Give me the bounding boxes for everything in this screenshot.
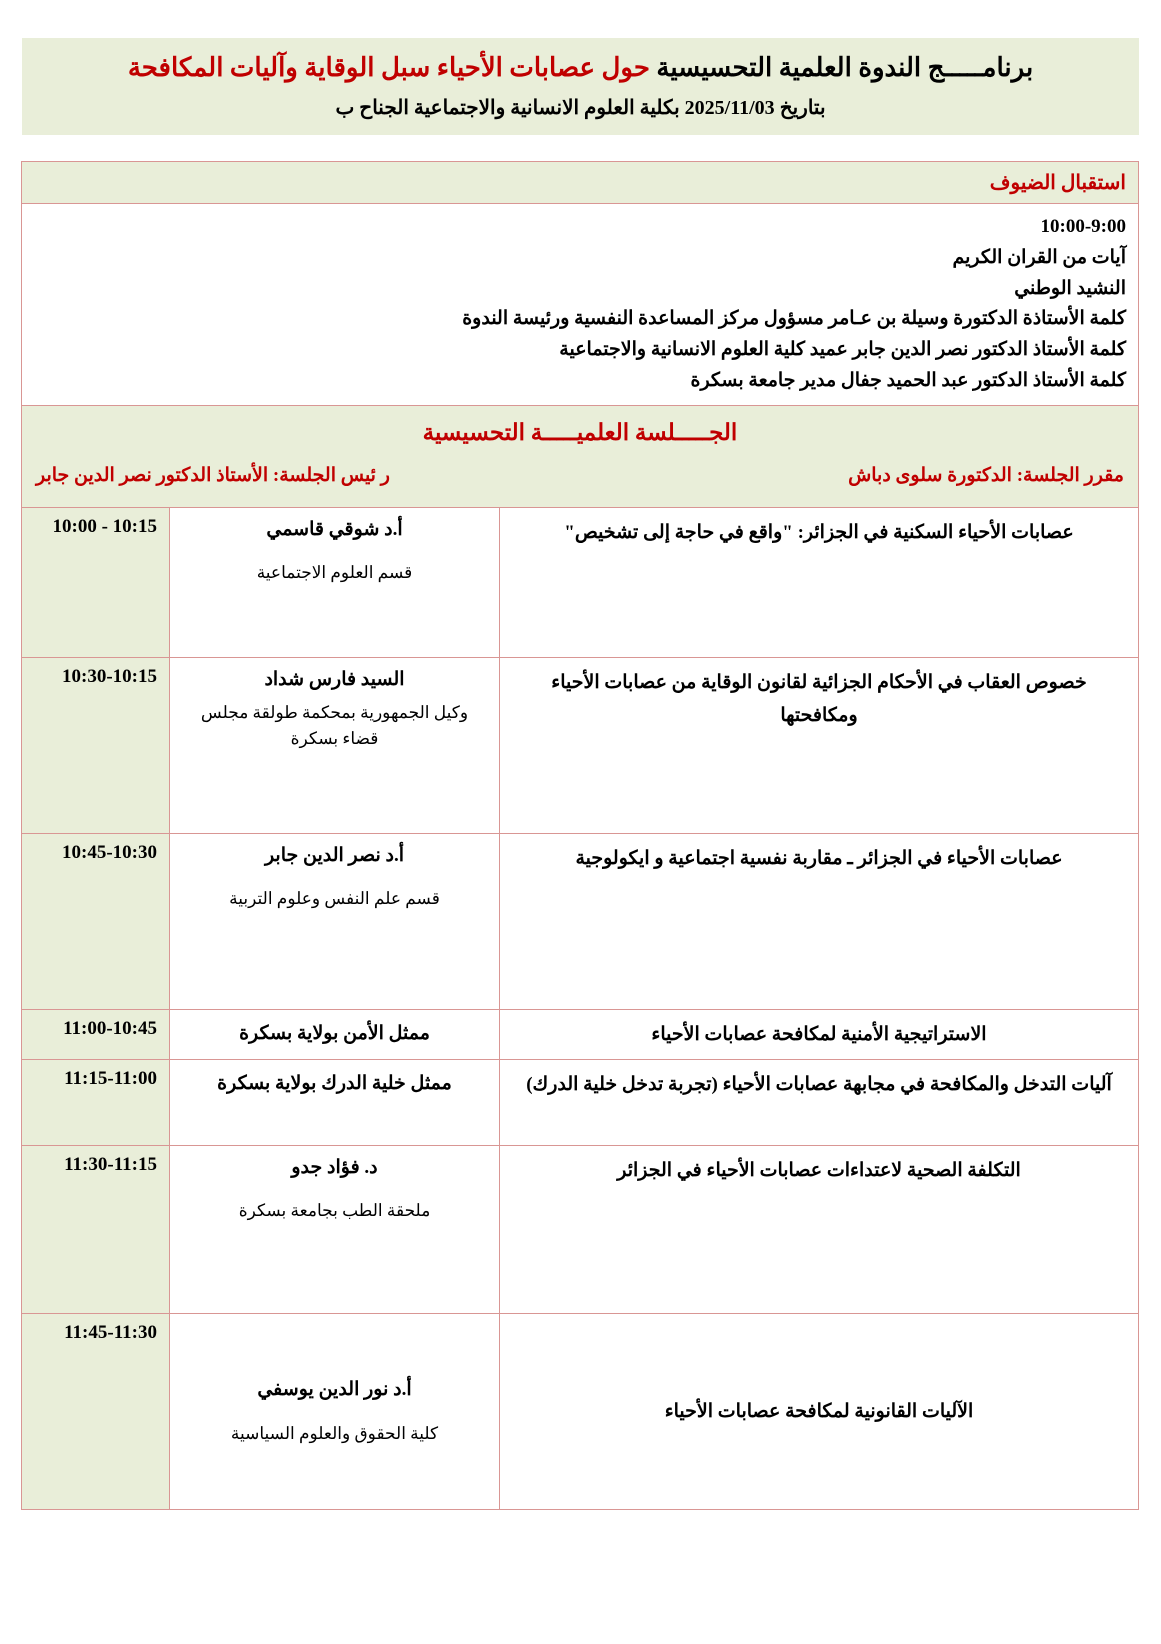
opening-line-quran: آيات من القران الكريم (952, 246, 1126, 268)
table-row (21, 1009, 1138, 1059)
session-title: الجـــــلسة العلميـــــة التحسيسية (422, 419, 738, 445)
talk-speaker-cell (170, 1059, 500, 1145)
table-row-reception (21, 162, 1138, 204)
session-chair: ر ئيس الجلسة: الأستاذ الدكتور نصر الدين جابر (35, 464, 390, 486)
talk-speaker-name: ممثل خلية الدرك بولاية بسكرة (217, 1072, 452, 1094)
document-title-part-black: برنامـــــج الندوة العلمية التحسيسية (656, 53, 1034, 82)
table-row (21, 833, 1138, 1009)
talk-speaker-cell (170, 833, 500, 1009)
talk-topic: الآليات القانونية لمكافحة عصابات الأحياء (500, 1313, 1139, 1509)
table-row (21, 507, 1138, 657)
reception-label: استقبال الضيوف (21, 162, 1138, 204)
talk-speaker-cell (170, 1009, 500, 1059)
talk-time: 10:15 - 10:00 (21, 507, 169, 657)
session-officials-row (22, 452, 1138, 507)
table-row (21, 1145, 1138, 1313)
talk-speaker-name: السيد فارس شداد (264, 668, 405, 690)
program-table (21, 161, 1139, 1510)
document-title (36, 50, 1125, 85)
talk-speaker-cell (170, 657, 500, 833)
talk-time: 10:45-10:30 (21, 833, 169, 1009)
opening-block (21, 204, 1138, 406)
talk-speaker-name: أ.د نور الدين يوسفي (257, 1379, 412, 1401)
talk-topic: خصوص العقاب في الأحكام الجزائية لقانون الوقاية من عصابات الأحياء ومكافحتها (500, 657, 1139, 833)
talk-speaker-affiliation: قسم علم النفس وعلوم التربية (229, 889, 440, 909)
talk-speaker-affiliation: قسم العلوم الاجتماعية (256, 563, 413, 583)
talk-speaker-affiliation: ملحقة الطب بجامعة بسكرة (238, 1201, 431, 1221)
talk-speaker-name: ممثل الأمن بولاية بسكرة (239, 1022, 430, 1044)
talk-time: 11:00-10:45 (21, 1009, 169, 1059)
talk-speaker-cell (170, 507, 500, 657)
talk-topic: عصابات الأحياء في الجزائر ـ مقاربة نفسية اجتماعية و ايكولوجية (500, 833, 1139, 1009)
table-row-session-title (21, 405, 1138, 507)
talk-speaker-name: أ.د شوقي قاسمي (266, 518, 403, 540)
talk-time: 10:30-10:15 (21, 657, 169, 833)
opening-line-speech-3: كلمة الأستاذ الدكتور عبد الحميد جفال مدير جامعة بسكرة (690, 369, 1126, 391)
table-row (21, 1059, 1138, 1145)
opening-time: 10:00-9:00 (1040, 216, 1126, 238)
session-rapporteur: مقرر الجلسة: الدكتورة سلوى دباش (848, 464, 1124, 486)
talk-speaker-affiliation: وكيل الجمهورية بمحكمة طولقة مجلس قضاء بسكرة (200, 703, 469, 748)
session-title-cell (21, 405, 1138, 507)
table-row (21, 1313, 1138, 1509)
talk-speaker-name: د. فؤاد جدو (291, 1156, 378, 1178)
talk-speaker-name: أ.د نصر الدين جابر (264, 844, 405, 866)
table-row-opening (21, 204, 1138, 406)
talk-speaker-cell (170, 1313, 500, 1509)
opening-line-speech-1: كلمة الأستاذة الدكتورة وسيلة بن عـامر مسؤول مركز المساعدة النفسية ورئيسة الندوة (462, 308, 1126, 330)
talk-time: 11:45-11:30 (21, 1313, 169, 1509)
document-subtitle: بتاريخ 2025/11/03 بكلية العلوم الانسانية والاجتماعية الجناح ب (335, 97, 826, 120)
talk-speaker-affiliation: كلية الحقوق والعلوم السياسية (230, 1423, 439, 1443)
talk-time: 11:30-11:15 (21, 1145, 169, 1313)
table-row (21, 657, 1138, 833)
talk-topic: الاستراتيجية الأمنية لمكافحة عصابات الأحياء (500, 1009, 1139, 1059)
talk-topic: عصابات الأحياء السكنية في الجزائر: "واقع في حاجة إلى تشخيص" (500, 507, 1139, 657)
document-title-part-red: حول عصابات الأحياء سبل الوقاية وآليات المكافحة (127, 53, 650, 82)
opening-line-anthem: النشيد الوطني (1014, 277, 1126, 299)
opening-line-speech-2: كلمة الأستاذ الدكتور نصر الدين جابر عميد كلية العلوم الانسانية والاجتماعية (559, 339, 1126, 361)
document-header-banner (22, 38, 1139, 135)
talk-time: 11:15-11:00 (21, 1059, 169, 1145)
talk-topic: آليات التدخل والمكافحة في مجابهة عصابات الأحياء (تجربة تدخل خلية الدرك) (500, 1059, 1139, 1145)
talk-speaker-cell (170, 1145, 500, 1313)
talk-topic: التكلفة الصحية لاعتداءات عصابات الأحياء في الجزائر (500, 1145, 1139, 1313)
